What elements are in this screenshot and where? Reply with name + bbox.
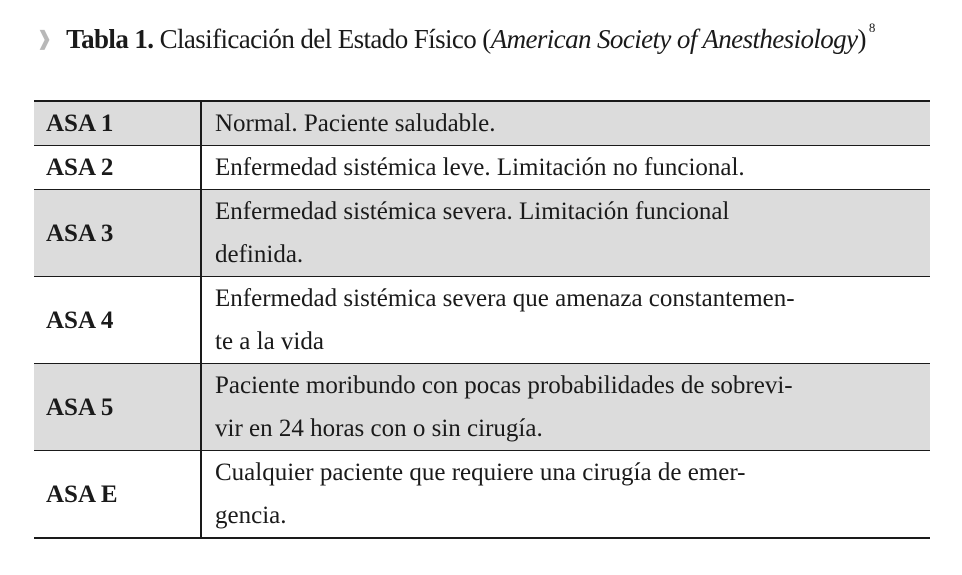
- description-line: te a la vida: [215, 328, 324, 355]
- asa-class-cell: ASA E: [34, 451, 201, 539]
- caption-marker-icon: ❱: [36, 26, 53, 50]
- description-cell: [201, 364, 930, 451]
- description-line: Enfermedad sistémica severa que amenaza constantemen-: [215, 285, 795, 312]
- description-line: Paciente moribundo con pocas probabilidades de sobrevi-: [215, 372, 793, 399]
- table-row: [34, 190, 930, 277]
- asa-class-cell: ASA 3: [34, 190, 201, 277]
- description-line: Normal. Paciente saludable.: [215, 110, 496, 137]
- table-caption: [36, 14, 946, 61]
- asa-class-cell: ASA 4: [34, 277, 201, 364]
- asa-class-cell: ASA 1: [34, 101, 201, 146]
- description-line: Cualquier paciente que requiere una cirugía de emer-: [215, 459, 746, 486]
- asa-class-cell: ASA 5: [34, 364, 201, 451]
- table-row: [34, 146, 930, 190]
- caption-source: American Society of Anesthesiology: [490, 24, 858, 54]
- description-line: definida.: [215, 241, 304, 268]
- table-row: [34, 101, 930, 146]
- description-cell: [201, 277, 930, 364]
- description-line: Enfermedad sistémica leve. Limitación no funcional.: [215, 154, 745, 181]
- caption-reference: 8: [868, 20, 875, 35]
- description-cell: [201, 190, 930, 277]
- caption-close: ): [857, 24, 866, 54]
- caption-label: Tabla 1.: [66, 24, 154, 54]
- asa-classification-table: [34, 100, 930, 539]
- description-cell: [201, 146, 930, 190]
- caption-text: Clasificación del Estado Físico (: [159, 24, 491, 54]
- asa-class-cell: ASA 2: [34, 146, 201, 190]
- description-line: gencia.: [215, 502, 287, 529]
- table-row: [34, 451, 930, 539]
- description-cell: [201, 101, 930, 146]
- table-row: [34, 277, 930, 364]
- description-line: Enfermedad sistémica severa. Limitación funcional: [215, 198, 730, 225]
- description-line: vir en 24 horas con o sin cirugía.: [215, 415, 543, 442]
- table-row: [34, 364, 930, 451]
- description-cell: [201, 451, 930, 539]
- table-body: [34, 101, 930, 538]
